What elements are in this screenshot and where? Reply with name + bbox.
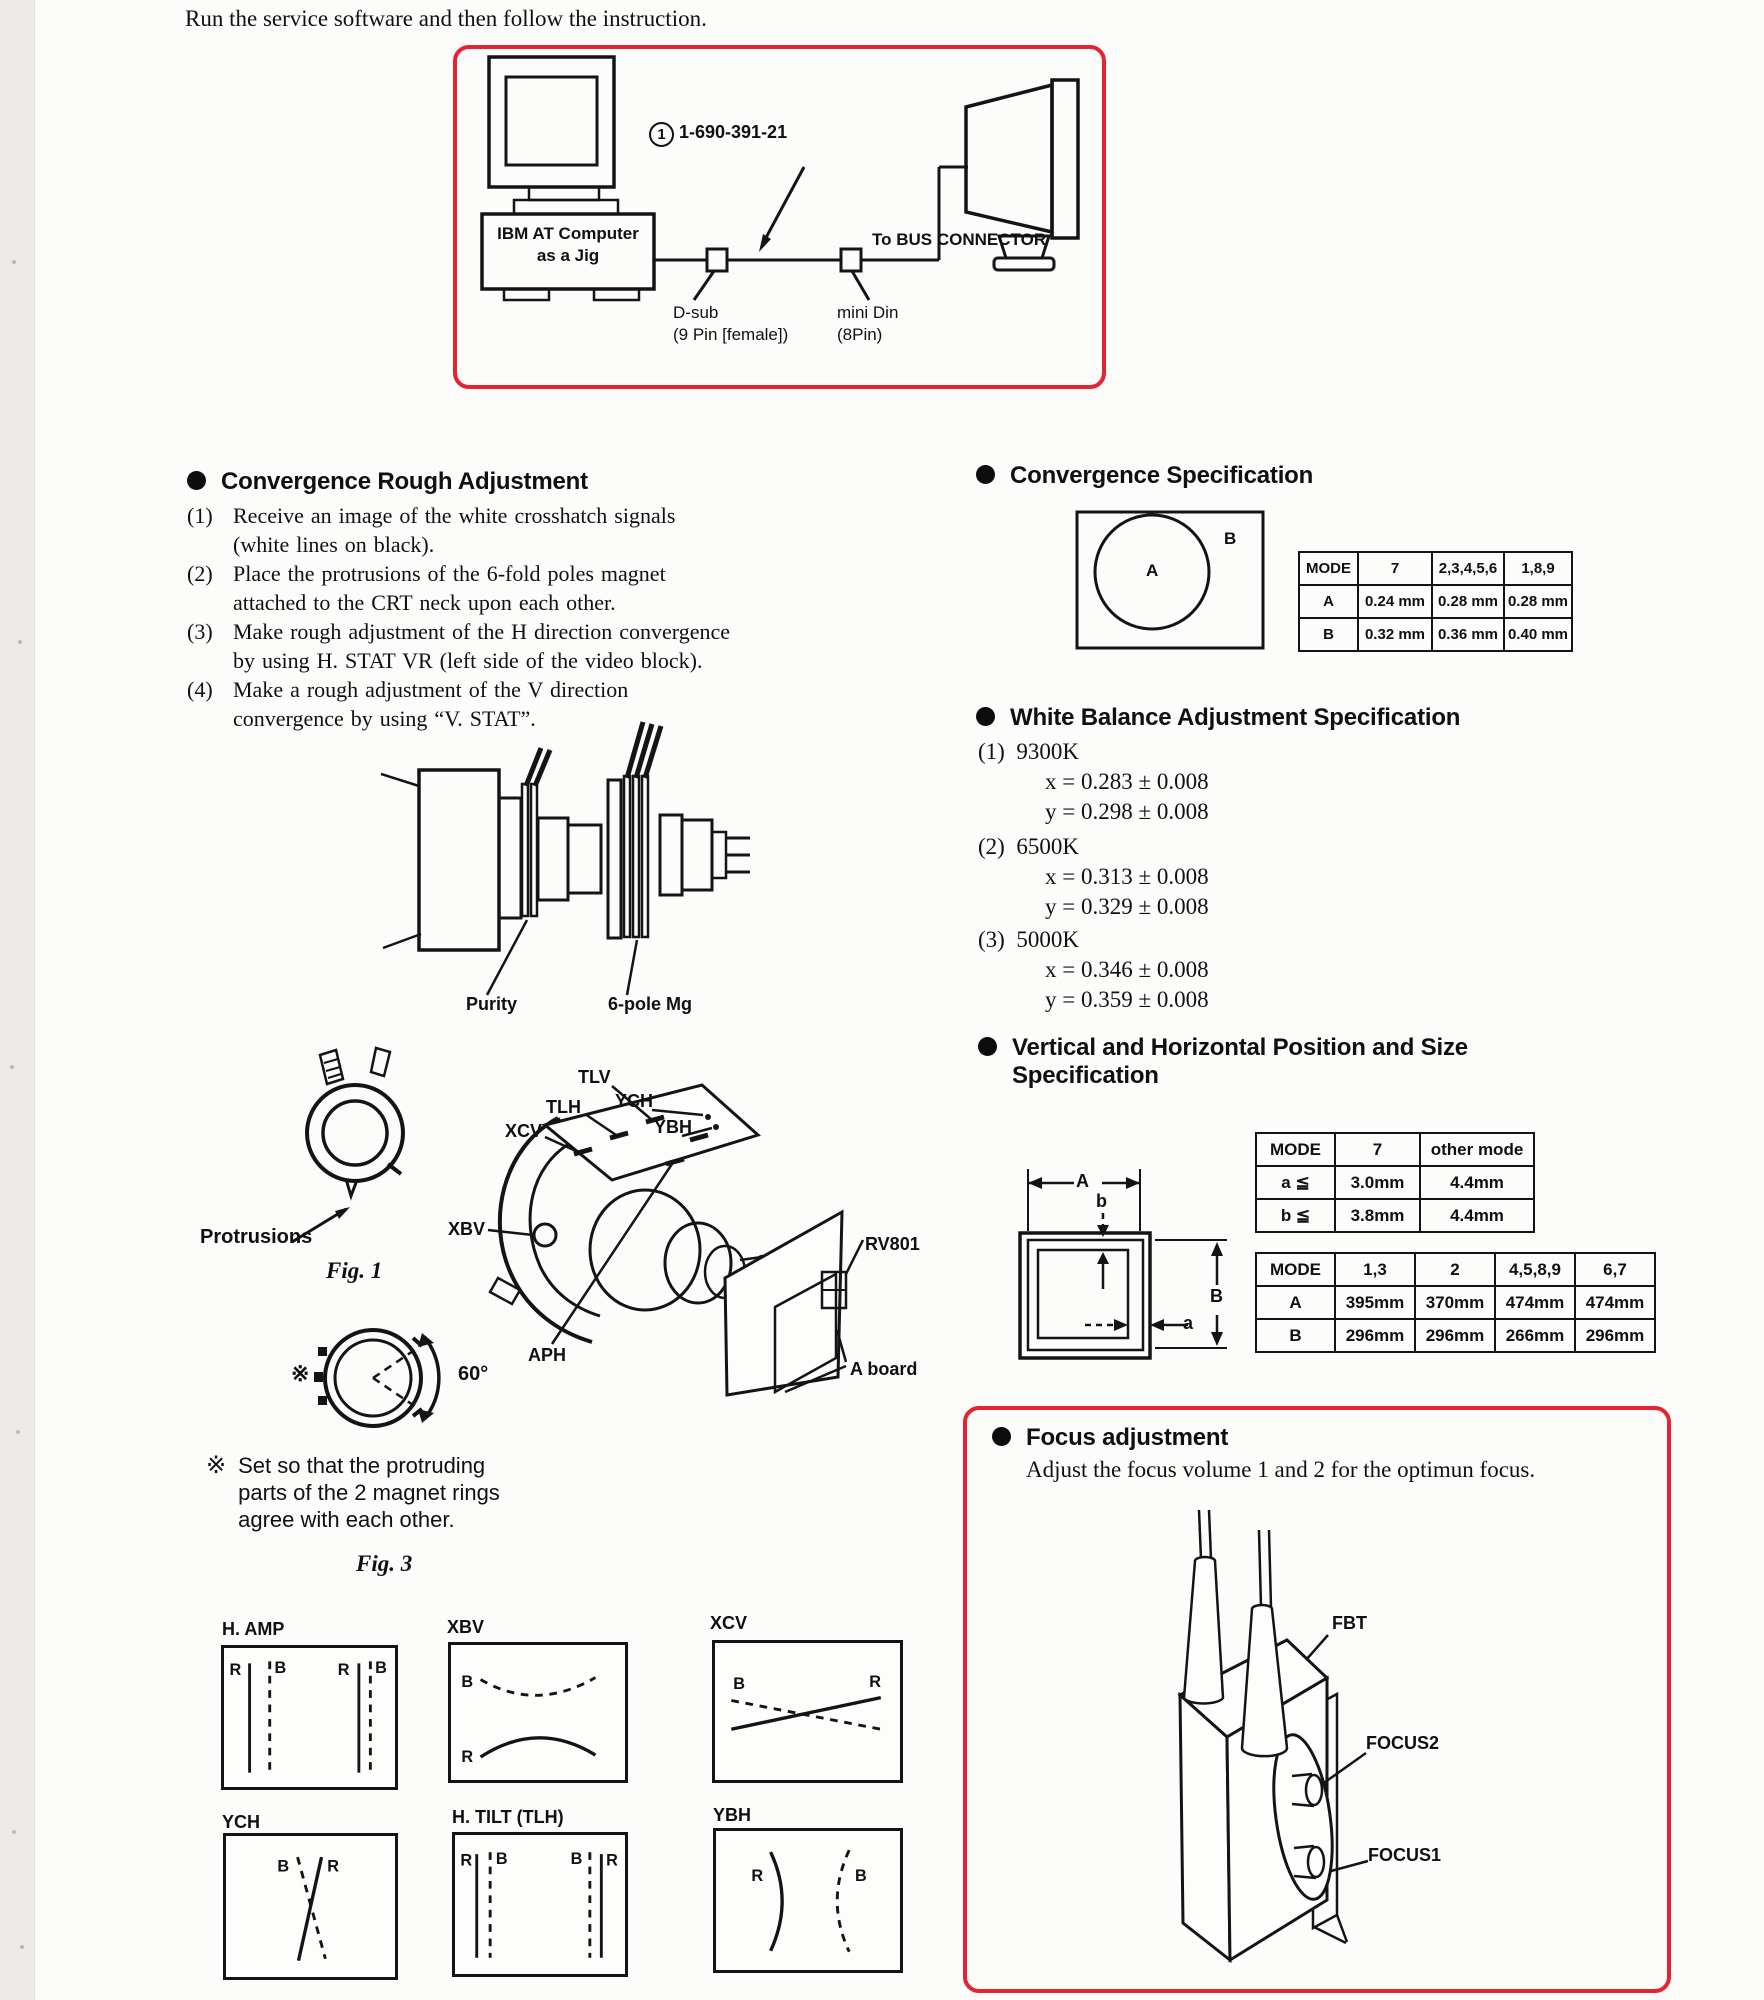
bullet-icon [978, 1037, 997, 1056]
table-row [1256, 1253, 1655, 1286]
crt-neck-diagram [375, 690, 795, 1010]
note-line: agree with each other. [238, 1507, 455, 1532]
list-item [187, 501, 747, 559]
table-cell: 474mm [1575, 1286, 1655, 1319]
table-cell: b ≦ [1256, 1199, 1335, 1232]
table-cell: 0.24 mm [1358, 585, 1432, 618]
focus2-label: FOCUS2 [1366, 1733, 1440, 1753]
xcv-label: XCV [505, 1121, 543, 1141]
list-item [187, 617, 747, 675]
table-cell: 4,5,8,9 [1495, 1253, 1575, 1286]
note-text [238, 1452, 500, 1533]
fbt-diagram [1100, 1495, 1530, 1980]
step-number: (4) [187, 677, 213, 702]
table-cell: a ≦ [1256, 1166, 1335, 1199]
dim-a-label: a [1183, 1313, 1194, 1333]
step-text: Place the protrusions of the 6-fold poles magnet attached to the CRT neck upon each other. [233, 561, 666, 615]
dsub-label [673, 302, 788, 346]
wb-y: y = 0.359 ± 0.008 [1045, 987, 1209, 1012]
note-line: Set so that the protruding [238, 1453, 486, 1478]
title-line2: Specification [1012, 1061, 1159, 1089]
table-cell: 2,3,4,5,6 [1432, 552, 1504, 585]
table-cell: 3.8mm [1335, 1199, 1420, 1232]
bus-connector-label: To BUS CONNECTOR [872, 230, 1047, 249]
section-title [1012, 1034, 1468, 1089]
table-cell: 0.32 mm [1358, 618, 1432, 651]
fig3-note [206, 1452, 500, 1533]
table-cell: 296mm [1575, 1319, 1655, 1352]
dim-b-label: b [1096, 1191, 1107, 1211]
table-cell: B [1299, 618, 1358, 651]
table-cell: 1,8,9 [1504, 552, 1572, 585]
table-cell: 296mm [1335, 1319, 1415, 1352]
step-number: (1) [187, 503, 213, 528]
pos-size-table-2 [1255, 1252, 1656, 1353]
table-cell: MODE [1256, 1133, 1335, 1166]
b-label: B [375, 1658, 387, 1677]
focus1-label: FOCUS1 [1368, 1845, 1442, 1865]
table-cell: 0.28 mm [1432, 585, 1504, 618]
angle-label: 60° [458, 1363, 489, 1385]
wb-num: (3) [978, 927, 1005, 952]
table-cell: 474mm [1495, 1286, 1575, 1319]
dsub-line2: (9 Pin [female]) [673, 325, 789, 345]
convergence-spec-table [1298, 551, 1573, 652]
scan-speck [20, 1945, 24, 1949]
table-row [1299, 552, 1572, 585]
conv-diagram-b: B [1224, 529, 1237, 548]
table-cell: 395mm [1335, 1286, 1415, 1319]
six-pole-mg-label: 6-pole Mg [608, 994, 692, 1014]
r-label: R [461, 1747, 474, 1766]
fig3-caption: Fig. 3 [356, 1551, 413, 1576]
conv-diagram-a: A [1146, 561, 1159, 580]
r-label: R [751, 1866, 764, 1885]
table-cell: MODE [1256, 1253, 1335, 1286]
table-row [1256, 1286, 1655, 1319]
table-cell: A [1256, 1286, 1335, 1319]
section-focus [992, 1424, 1228, 1452]
b-label: B [274, 1658, 287, 1677]
scan-speck [16, 1430, 20, 1434]
table-cell: 266mm [1495, 1319, 1575, 1352]
table-cell: 7 [1335, 1133, 1420, 1166]
panel-label-hamp: H. AMP [222, 1619, 285, 1639]
wb-num: (1) [978, 739, 1005, 764]
ybh-waveform [716, 1831, 900, 1970]
table-cell: MODE [1299, 552, 1358, 585]
section-convergence-spec [976, 462, 1313, 490]
table-row [1299, 585, 1572, 618]
table-row [1256, 1133, 1534, 1166]
wb-item [978, 926, 1079, 954]
ych-waveform [226, 1836, 395, 1977]
waveform-panel-htilt [452, 1832, 628, 1977]
table-cell: 370mm [1415, 1286, 1495, 1319]
jig-setup-panel [453, 45, 1106, 389]
note-mark: ※ [206, 1452, 227, 1479]
section-title: Focus adjustment [1026, 1424, 1229, 1451]
minidin-line2: (8Pin) [837, 325, 883, 345]
fig1-caption: Fig. 1 [326, 1258, 383, 1283]
bullet-icon [992, 1427, 1011, 1446]
waveform-panel-ybh [713, 1828, 903, 1973]
scan-speck [10, 1065, 14, 1069]
r-label: R [327, 1857, 340, 1876]
panel-label-ych: YCH [222, 1812, 261, 1832]
table-cell: 3.0mm [1335, 1166, 1420, 1199]
fig3-ref-mark: ※ [291, 1361, 310, 1386]
rv801-label: RV801 [865, 1234, 920, 1254]
panel-label-htilt: H. TILT (TLH) [452, 1807, 564, 1827]
step-text: Make a rough adjustment of the V direction convergence by using “V. STAT”. [233, 677, 629, 731]
b-label: B [495, 1849, 508, 1868]
wb-item [978, 738, 1079, 766]
wb-x: x = 0.313 ± 0.008 [1045, 864, 1209, 889]
b-label: B [854, 1866, 867, 1885]
r-label: R [337, 1660, 350, 1679]
wb-num: (2) [978, 834, 1005, 859]
section-title: Convergence Specification [1010, 462, 1314, 489]
r-label: R [869, 1673, 882, 1692]
section-title: White Balance Adjustment Specification [1010, 704, 1461, 731]
table-cell: 6,7 [1575, 1253, 1655, 1286]
wb-x: x = 0.283 ± 0.008 [1045, 769, 1209, 794]
waveform-panel-xbv [448, 1642, 628, 1783]
minidin-line1: mini Din [837, 303, 899, 322]
wb-y: y = 0.329 ± 0.008 [1045, 894, 1209, 919]
r-label: R [606, 1851, 618, 1870]
table-row [1256, 1199, 1534, 1232]
table-cell: A [1299, 585, 1358, 618]
b-label: B [277, 1857, 290, 1876]
jig-computer-line2: as a Jig [536, 246, 600, 266]
note-line: parts of the 2 magnet rings [238, 1480, 500, 1505]
pos-size-diagram [990, 1155, 1245, 1370]
ybh-label: YBH [654, 1117, 693, 1137]
cable-part-number: 1-690-391-21 [679, 122, 788, 142]
b-label: B [461, 1673, 474, 1692]
tlh-label: TLH [546, 1097, 581, 1117]
table-row [1256, 1166, 1534, 1199]
xbv-waveform [451, 1645, 625, 1780]
wb-x: x = 0.346 ± 0.008 [1045, 957, 1209, 982]
convergence-spec-diagram [1075, 510, 1267, 652]
jig-computer-label [482, 223, 654, 267]
panel-label-xbv: XBV [447, 1617, 485, 1637]
r-label: R [460, 1851, 473, 1870]
ych-label: YCH [615, 1091, 654, 1111]
table-cell: 0.40 mm [1504, 618, 1572, 651]
bullet-icon [976, 707, 995, 726]
xcv-waveform [715, 1643, 900, 1780]
step-number: (2) [187, 561, 213, 586]
scan-speck [12, 1830, 16, 1834]
waveform-panel-hamp [221, 1645, 398, 1790]
table-cell: 4.4mm [1420, 1166, 1534, 1199]
panel-label-ybh: YBH [713, 1805, 752, 1825]
panel-label-xcv: XCV [710, 1613, 748, 1633]
xbv-label: XBV [448, 1219, 486, 1239]
wb-temp: 6500K [1016, 834, 1079, 859]
scan-speck [12, 260, 16, 264]
step-text: Make rough adjustment of the H direction convergence by using H. STAT VR (left side of the video block). [233, 619, 730, 673]
deflection-yoke-diagram [440, 1060, 870, 1405]
dsub-line1: D-sub [673, 303, 719, 322]
intro-text: Run the service software and then follow the instruction. [185, 6, 707, 31]
table-cell: 2 [1415, 1253, 1495, 1286]
wb-temp: 9300K [1016, 739, 1079, 764]
section-pos-size [978, 1034, 1468, 1089]
dim-B-label: B [1210, 1286, 1223, 1306]
protrusions-label: Protrusions [200, 1226, 313, 1248]
table-cell: 1,3 [1335, 1253, 1415, 1286]
tlv-label: TLV [578, 1067, 611, 1087]
table-cell: 296mm [1415, 1319, 1495, 1352]
table-cell: B [1256, 1319, 1335, 1352]
table-cell: 4.4mm [1420, 1199, 1534, 1232]
section-convergence-rough [187, 468, 588, 496]
table-row [1299, 618, 1572, 651]
part-ref-badge: 1 [649, 122, 674, 147]
dim-A-label: A [1076, 1171, 1089, 1191]
table-cell: 0.28 mm [1504, 585, 1572, 618]
table-cell: 0.36 mm [1432, 618, 1504, 651]
wb-y: y = 0.298 ± 0.008 [1045, 799, 1209, 824]
table-cell: 7 [1358, 552, 1432, 585]
step-number: (3) [187, 619, 213, 644]
minidin-label [837, 302, 898, 346]
title-line1: Vertical and Horizontal Position and Size [1012, 1034, 1468, 1061]
bullet-icon [976, 465, 995, 484]
table-cell: other mode [1420, 1133, 1534, 1166]
waveform-panel-xcv [712, 1640, 903, 1783]
wb-temp: 5000K [1016, 927, 1079, 952]
purity-label: Purity [466, 994, 518, 1014]
section-title: Convergence Rough Adjustment [221, 468, 588, 495]
section-white-balance [976, 704, 1460, 732]
hamp-waveform [224, 1648, 395, 1787]
b-label: B [733, 1674, 746, 1693]
list-item [187, 559, 747, 617]
jig-computer-line1: IBM AT Computer [497, 224, 639, 243]
a-board-label: A board [850, 1359, 918, 1379]
bullet-icon [187, 471, 206, 490]
step-text: Receive an image of the white crosshatch signals (white lines on black). [233, 503, 676, 557]
wb-item [978, 833, 1079, 861]
r-label: R [229, 1660, 242, 1679]
waveform-panel-ych [223, 1833, 398, 1980]
aph-label: APH [528, 1345, 567, 1365]
htilt-waveform [455, 1835, 625, 1974]
table-row [1256, 1319, 1655, 1352]
scan-speck [18, 640, 22, 644]
fbt-label: FBT [1332, 1613, 1367, 1633]
b-label: B [570, 1849, 583, 1868]
focus-body-text: Adjust the focus volume 1 and 2 for the optimun focus. [1026, 1457, 1536, 1482]
pos-size-table-1 [1255, 1132, 1535, 1233]
scan-margin-strip [0, 0, 35, 2000]
